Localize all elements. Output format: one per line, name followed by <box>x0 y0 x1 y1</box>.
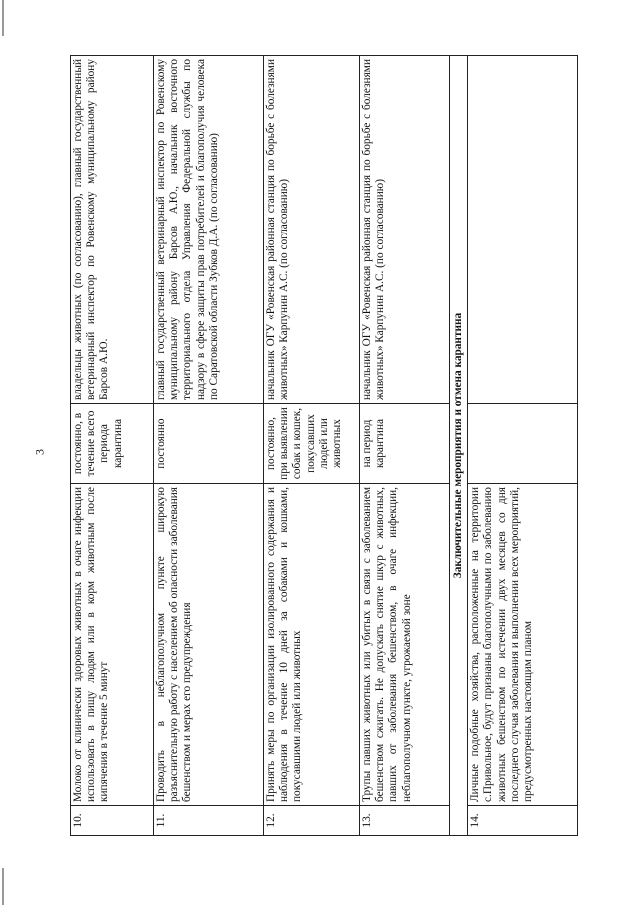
responsible-cell: главный государственный ветеринарный инспектор по Ровенскому муниципальному району Барсов А.Ю., начальник восточного территориального отдела Управления Федеральной службы по надзору в сфере защиты прав потребителей и благополучия человека по Саратовской области Зубков Д.А. (по согласованию) <box>154 56 264 404</box>
table-row <box>154 56 264 836</box>
measure-cell: Трупы павших животных или убитых в связи с заболеванием бешенством сжигать. Не допускать снятие шкур с животных, павших от заболевания бешенством, в очаге инфекции, неблагополучном пункте, угрожаемой зоне <box>360 484 450 806</box>
section-heading-row <box>450 56 468 836</box>
table-row <box>360 56 450 836</box>
row-number: 11. <box>154 806 264 836</box>
period-cell: постоянно <box>154 404 264 484</box>
measure-cell: Принять меры по организации изолированного содержания и наблюдения в течение 10 дней за собаками и кошками, покусавшими людей или животных <box>264 484 360 806</box>
measure-cell: Молоко от клинически здоровых животных в очаге инфекции использовать в пищу людям или в корм животным после кипячения в течение 5 минут <box>71 484 154 806</box>
measure-cell: Проводить в неблагополучном пункте широкую разъяснительную работу с населением об опасности заболевания бешенством и мерах его предупреждения <box>154 484 264 806</box>
period-cell: на период карантина <box>360 404 450 484</box>
responsible-cell <box>468 56 578 404</box>
measures-table <box>70 55 578 836</box>
responsible-cell: владельцы животных (по согласованию), главный государственный ветеринарный инспектор по Ровенскому муниципальному району Барсов А.Ю. <box>71 56 154 404</box>
table-row <box>468 56 578 836</box>
row-number: 13. <box>360 806 450 836</box>
measure-cell: Личные подобные хозяйства, расположенные на территории с.Привольное, будут признаны благополучными по заболеванию животных бешенством по истечении двух месяцев со дня последнего случая заболевания и выполнении всех мероприятий, предусмотренных настоящим планом <box>468 484 578 806</box>
row-number: 10. <box>71 806 154 836</box>
section-title: Заключительные мероприятия и отмена карантина <box>450 56 468 836</box>
period-cell <box>468 404 578 484</box>
period-cell: постоянно, при выявлении собак и кошек, покусавших людей или животных <box>264 404 360 484</box>
row-number: 12. <box>264 806 360 836</box>
measures-table-wrapper <box>70 56 535 836</box>
row-number: 14. <box>468 806 578 836</box>
responsible-cell: начальник ОГУ «Ровенская районная станция по борьбе с болезнями животных» Карпунин А.С. (по согласованию) <box>264 56 360 404</box>
table-row <box>264 56 360 836</box>
period-cell: постоянно, в течение всего периода карантина <box>71 404 154 484</box>
page-number: 3 <box>32 449 47 455</box>
responsible-cell: начальник ОГУ «Ровенская районная станция по борьбе с болезнями животных» Карпунин А.С. (по согласованию) <box>360 56 450 404</box>
table-row <box>71 56 154 836</box>
